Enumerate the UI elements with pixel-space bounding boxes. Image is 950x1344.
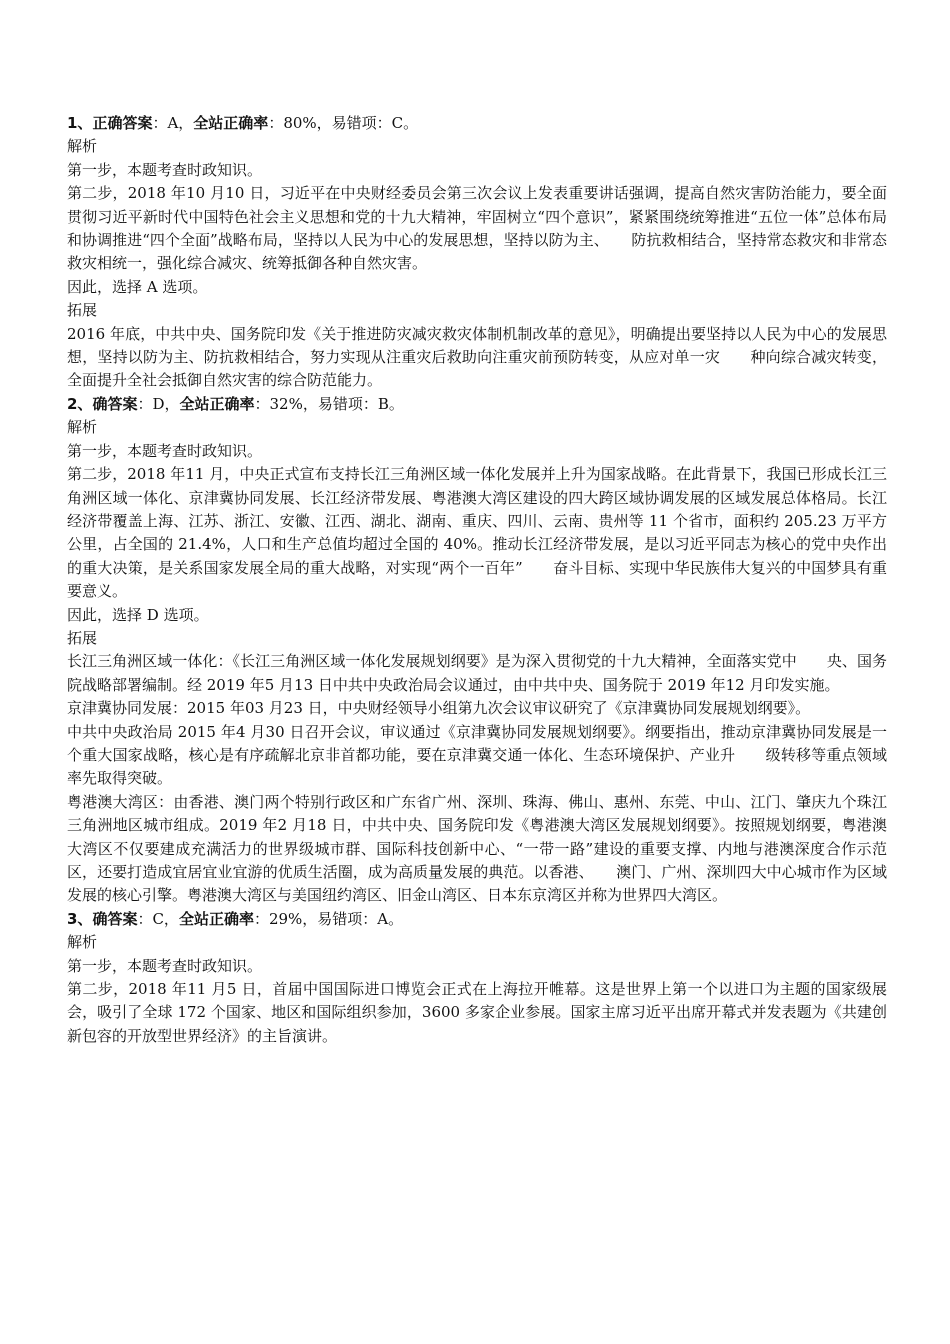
- question-1-header: [67, 112, 887, 135]
- question-3-rate-value: ：29%，易错项：A。: [253, 909, 404, 928]
- question-2-answer-value: ：D，: [137, 394, 180, 413]
- question-1-number: 1、: [67, 114, 93, 132]
- question-2-conclusion: 因此，选择 D 选项。: [67, 605, 209, 624]
- question-3-answer-value: ：C，: [137, 909, 179, 928]
- question-3-analysis-label: 解析: [67, 933, 98, 952]
- question-1-extension-paragraph: 2016 年底，中共中央、国务院印发《关于推进防灾减灾救灾体制机制改革的意见》，明确提出要坚持以人民为中心的发展思想，坚持以防为主、防抗救相结合，努力实现从注重灾后救助向注重灾前预防转变，从应对单一灾 种向综合减灾转变，全面提升全社会抵御自然灾害的综合防范能力。: [67, 324, 887, 390]
- question-3-step-1: 第一步，本题考查时政知识。: [67, 956, 263, 975]
- question-2-step-2: 第二步，2018 年11 月，中央正式宣布支持长江三角洲区域一体化发展并上升为国家战略。在此背景下，我国已形成长江三角洲区域一体化、京津冀协同发展、长江经济带发展、粤港澳大湾区建设的四大跨区域协调发展的区域发展总体格局。长江经济带覆盖上海、江苏、浙江、安徽、江西、湖北、湖南、重庆、四川、云南、贵州等 11 个省市，面积约 205.23 万平方公里，占全国的 21.4%，人口和生产总值均超过全国的 40%。推动长江经济带发展，是以习近平同志为核心的党中央作出的重大决策，是关系国家发展全局的重大战略，对实现“两个一百年” 奋斗目标、实现中华民族伟大复兴的中国梦具有重要意义。: [67, 465, 887, 601]
- question-2-number: 2、: [67, 394, 93, 413]
- question-3-answer-label: 确答案: [92, 909, 138, 928]
- question-1-step-1: 第一步，本题考查时政知识。: [67, 160, 263, 179]
- question-1-rate-label: 全站正确率: [193, 114, 269, 132]
- document-page: [67, 112, 887, 1048]
- question-3-number: 3、: [67, 909, 93, 928]
- question-1-answer-label: 正确答案: [92, 114, 153, 132]
- question-1-extension-label: 拓展: [67, 301, 98, 320]
- question-3-rate-label: 全站正确率: [178, 909, 254, 928]
- question-2-rate-label: 全站正确率: [179, 394, 255, 413]
- question-2-extension-paragraph: 中共中央政治局 2015 年4 月30 日召开会议，审议通过《京津冀协同发展规划纲要》。纲要指出，推动京津冀协同发展是一个重大国家战略，核心是有序疏解北京非首都功能，要在京津冀交通一体化、生态环境保护、产业升 级转移等重点领域率先取得突破。: [67, 722, 887, 788]
- question-1-answer-value: ：A，: [152, 114, 194, 132]
- question-2-analysis-label: 解析: [67, 418, 98, 437]
- question-3-header: [67, 908, 887, 931]
- question-1-conclusion: 因此，选择 A 选项。: [67, 277, 208, 296]
- question-2-extension-label: 拓展: [67, 628, 98, 647]
- question-2-step-1: 第一步，本题考查时政知识。: [67, 441, 263, 460]
- question-2-answer-label: 确答案: [92, 394, 138, 413]
- question-2-header: [67, 393, 887, 416]
- question-1-step-2: 第二步，2018 年10 月10 日，习近平在中央财经委员会第三次会议上发表重要讲话强调，提高自然灾害防治能力，要全面贯彻习近平新时代中国特色社会主义思想和党的十九大精神，牢固树立“四个意识”，紧紧围绕统筹推进“五位一体”总体布局和协调推进“四个全面”战略布局，坚持以人民为中心的发展思想，坚持以防为主、 防抗救相结合，坚持常态救灾和非常态救灾相统一，强化综合减灾、统筹抵御各种自然灾害。: [67, 184, 887, 273]
- question-2-extension-paragraph: 长江三角洲区域一体化：《长江三角洲区域一体化发展规划纲要》是为深入贯彻党的十九大精神，全面落实党中 央、国务院战略部署编制。经 2019 年5 月13 日中共中央政治局会议通过，由中共中央、国务院于 2019 年12 月印发实施。: [67, 652, 887, 694]
- question-2-rate-value: ：32%，易错项：B。: [254, 394, 404, 413]
- question-2-extension-paragraph: 粤港澳大湾区：由香港、澳门两个特别行政区和广东省广州、深圳、珠海、佛山、惠州、东莞、中山、江门、肇庆九个珠江三角洲地区城市组成。2019 年2 月18 日，中共中央、国务院印发《粤港澳大湾区发展规划纲要》。按照规划纲要，粤港澳大湾区不仅要建成充满活力的世界级城市群、国际科技创新中心、“一带一路”建设的重要支撑、内地与港澳深度合作示范区，还要打造成宜居宜业宜游的优质生活圈，成为高质量发展的典范。以香港、 澳门、广州、深圳四大中心城市作为区域发展的核心引擎。粤港澳大湾区与美国纽约湾区、旧金山湾区、日本东京湾区并称为世界四大湾区。: [67, 792, 887, 905]
- question-1-rate-value: ：80%，易错项：C。: [268, 114, 419, 132]
- question-2-extension-paragraph: 京津冀协同发展：2015 年03 月23 日，中央财经领导小组第九次会议审议研究了《京津冀协同发展规划纲要》。: [67, 699, 811, 718]
- question-3-step-2: 第二步，2018 年11 月5 日，首届中国国际进口博览会正式在上海拉开帷幕。这是世界上第一个以进口为主题的国家级展会，吸引了全球 172 个国家、地区和国际组织参加，3600 多家企业参展。国家主席习近平出席开幕式并发表题为《共建创新包容的开放型世界经济》的主旨演讲。: [67, 980, 887, 1045]
- question-1-analysis-label: 解析: [67, 137, 98, 156]
